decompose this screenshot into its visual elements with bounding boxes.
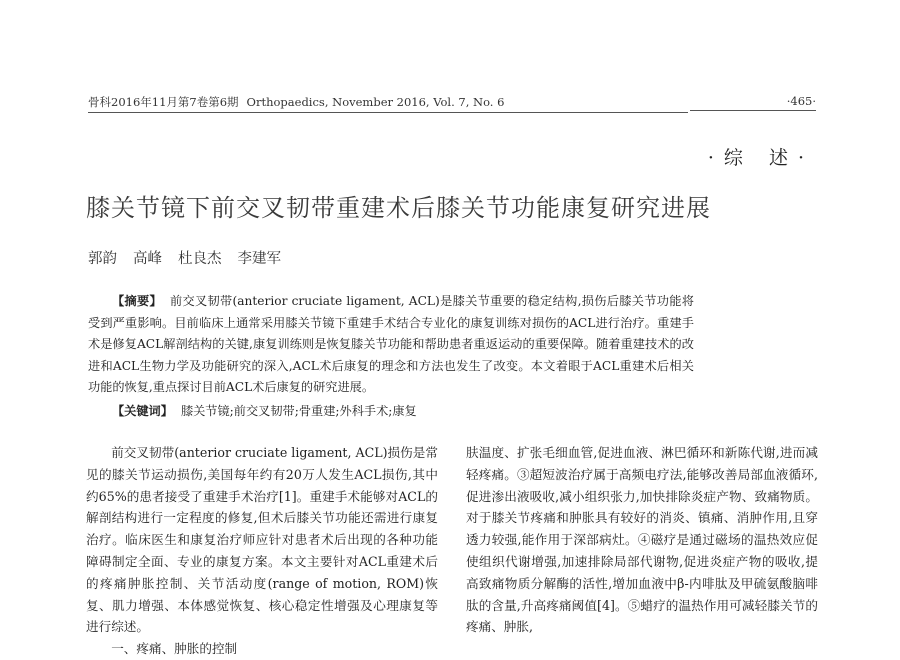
page-number: ·465· — [690, 94, 816, 111]
body-paragraph: 前交叉韧带(anterior cruciate ligament, ACL)损伤是常见的膝关节运动损伤,美国每年约有20万人发生ACL损伤,其中约65%的患者接受了重建手术治疗[1]。重建手术能够对ACL的解剖结构进行一定程度的修复,但术后膝关节功能还需进行康复治疗。临床医生和康复治疗师应针对患者术后出现的各种功能障碍制定全面、专业的康复方案。本文主要针对ACL重建术后的疼痛肿胀控制、关节活动度(range of motion, ROM)恢复、肌力增强、本体感觉恢复、核心稳定性增强及心理康复等进行综述。 — [86, 445, 438, 635]
author: 郭韵 — [88, 251, 117, 267]
journal-en: Orthopaedics, November 2016, Vol. 7, No. 6 — [246, 95, 505, 109]
body-paragraph: 肤温度、扩张毛细血管,促进血液、淋巴循环和新陈代谢,进而减轻疼痛。③超短波治疗属于高频电疗法,能够改善局部血液循环,促进渗出液吸收,减小组织张力,加快排除炎症产物、致痛物质。对于膝关节疼痛和肿胀具有较好的消炎、镇痛、消肿作用,且穿透力较强,能作用于深部病灶。④磁疗是通过磁场的温热效应促使组织代谢增强,加速排除局部代谢物,促进炎症产物的吸收,提高致痛物质分解酶的活性,增加血液中β-内啡肽及甲硫氨酸脑啡肽的含量,升高疼痛阈值[4]。⑤蜡疗的温热作用可减轻膝关节的疼痛、肿胀, — [466, 445, 818, 635]
running-header — [88, 94, 688, 113]
keywords-label: 【关键词】 — [112, 404, 173, 418]
body-column-left — [86, 442, 438, 660]
abstract — [88, 291, 694, 399]
abstract-text: 前交叉韧带(anterior cruciate ligament, ACL)是膝关节重要的稳定结构,损伤后膝关节功能将受到严重影响。目前临床上通常采用膝关节镜下重建手术结合专业化的康复训练对损伤的ACL进行治疗。重建手术是修复ACL解剖结构的关键,康复训练则是恢复膝关节功能和帮助患者重返运动的重要保障。随着重建技术的改进和ACL生物力学及功能研究的深入,ACL术后康复的理念和方法也发生了改变。本文着眼于ACL重建术后相关功能的恢复,重点探讨目前ACL术后康复的研究进展。 — [88, 294, 694, 394]
author: 杜良杰 — [178, 251, 222, 267]
section-label: ·综 述· — [707, 147, 814, 169]
keywords — [112, 401, 712, 423]
body-column-right — [466, 442, 818, 638]
author-list — [88, 247, 281, 268]
author: 高峰 — [133, 251, 162, 267]
article-title: 膝关节镜下前交叉韧带重建术后膝关节功能康复研究进展 — [86, 194, 711, 222]
keywords-text: 膝关节镜;前交叉韧带;骨重建;外科手术;康复 — [180, 404, 417, 418]
journal-cn: 骨科2016年11月第7卷第6期 — [88, 95, 239, 109]
section-heading: 一、疼痛、肿胀的控制 — [111, 641, 238, 657]
abstract-label: 【摘要】 — [112, 294, 163, 308]
author: 李建军 — [237, 251, 281, 267]
